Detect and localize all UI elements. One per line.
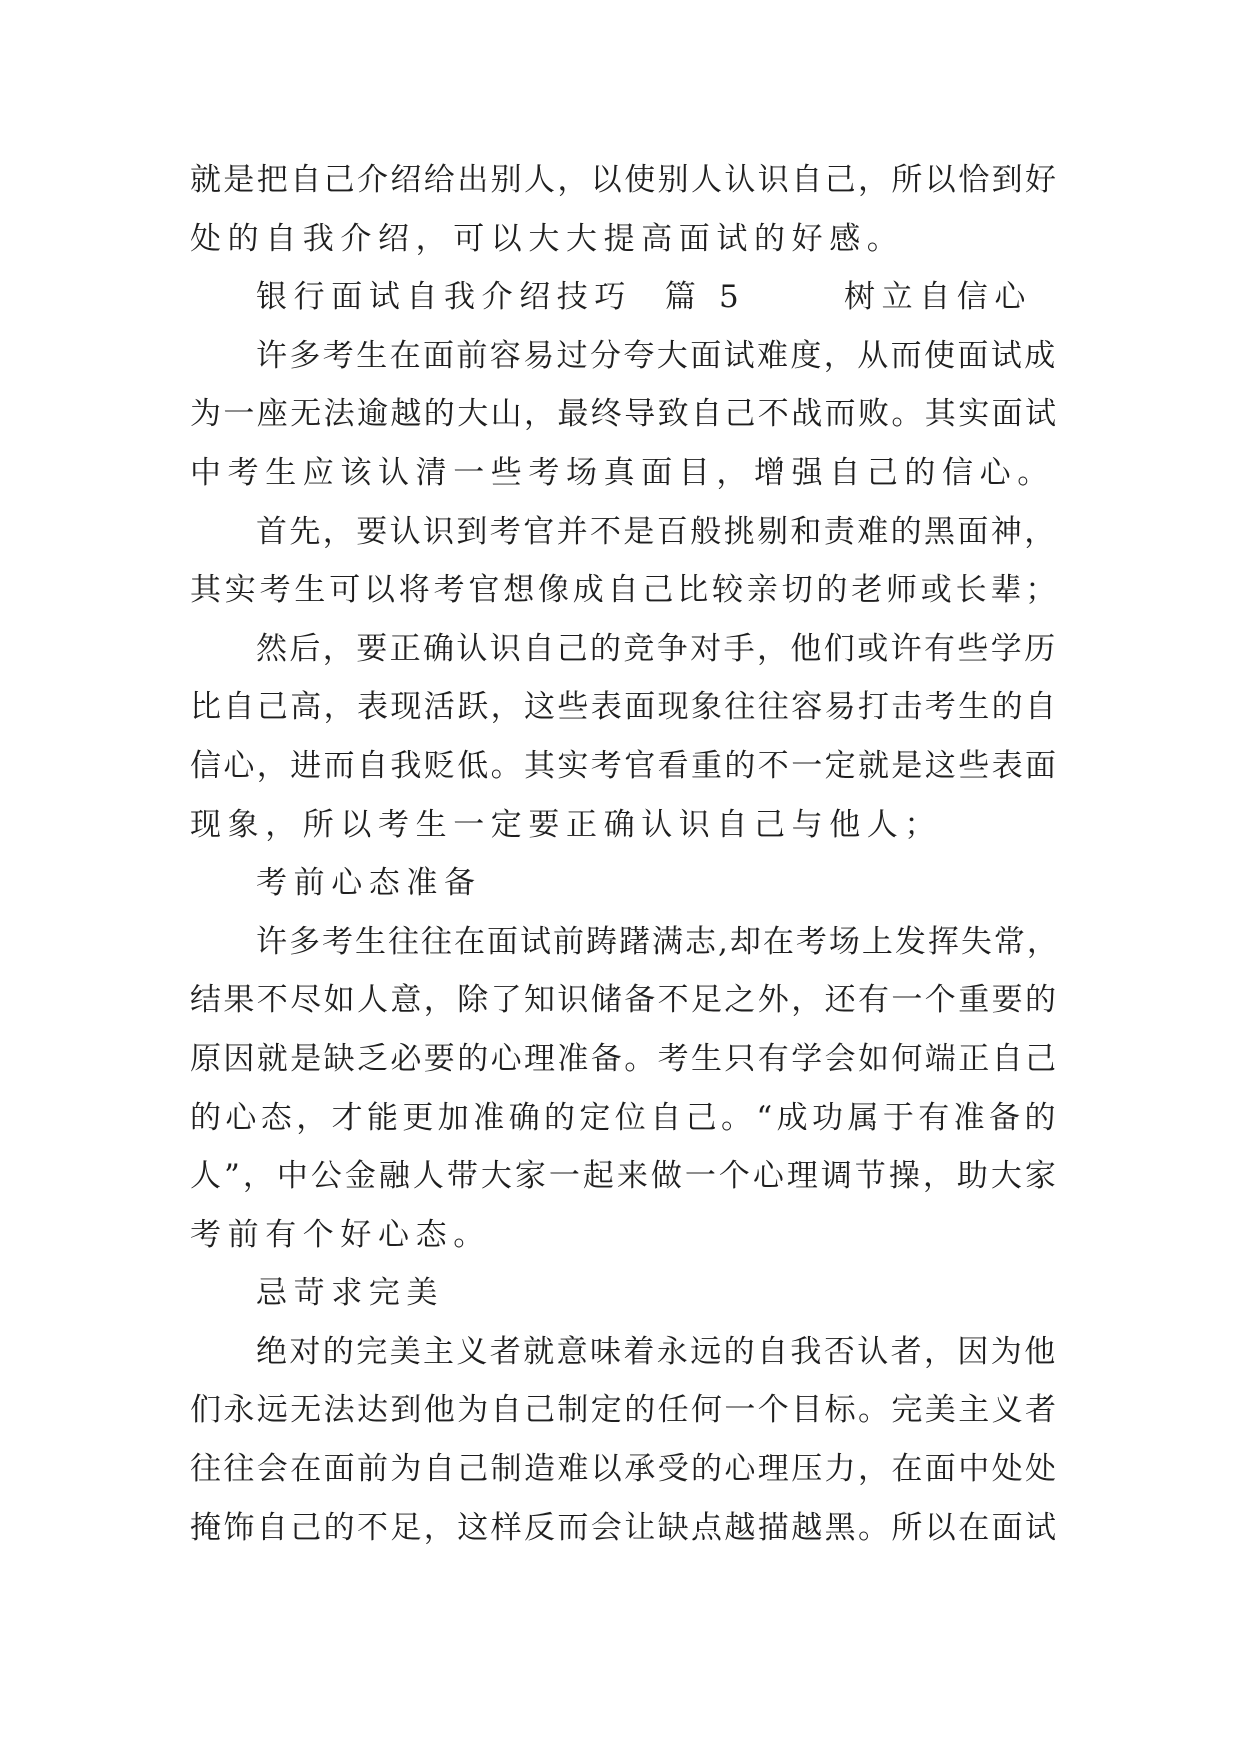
text-line: 的心态，才能更加准确的定位自己。“成功属于有准备的 (190, 1099, 1060, 1136)
text-line: 为一座无法逾越的大山，最终导致自己不战而败。其实面试 (190, 396, 1059, 433)
text-line: 现象，所以考生一定要正确认识自己与他人； (190, 806, 942, 843)
text-line: 绝对的完美主义者就意味着永远的自我否认者，因为他 (256, 1333, 1058, 1370)
text-line: 就是把自己介绍给出别人，以使别人认识自己，所以恰到好 (190, 162, 1059, 198)
text-line: 处的自我介绍，可以大大提高面试的好感。 (190, 220, 905, 257)
text-line: 其实考生可以将考官想像成自己比较亲切的老师或长辈； (190, 572, 1060, 609)
text-line: 考前有个好心态。 (190, 1216, 491, 1253)
text-line: 中考生应该认清一些考场真面目，增强自己的信心。 (190, 454, 1055, 491)
text-line: 信心，进而自我贬低。其实考官看重的不一定就是这些表面 (190, 747, 1059, 784)
text-line: 原因就是缺乏必要的心理准备。考生只有学会如何端正自己 (190, 1040, 1059, 1077)
text-line: 掩饰自己的不足，这样反而会让缺点越描越黑。所以在面试 (190, 1509, 1059, 1546)
text-line: 人”，中公金融人带大家一起来做一个心理调节操，助大家 (190, 1158, 1059, 1195)
section-heading: 银行面试自我介绍技巧 篇 5 树立自信心 (256, 279, 1033, 316)
text-line: 往往会在面前为自己制造难以承受的心理压力，在面中处处 (190, 1451, 1059, 1488)
text-line: 然后，要正确认识自己的竞争对手，他们或许有些学历 (256, 630, 1058, 667)
section-heading: 考前心态准备 (256, 865, 482, 902)
text-line: 们永远无法达到他为自己制定的任何一个目标。完美主义者 (190, 1392, 1059, 1429)
text-line: 比自己高，表现活跃，这些表面现象往往容易打击考生的自 (190, 689, 1059, 726)
text-line: 许多考生在面前容易过分夸大面试难度，从而使面试成 (256, 337, 1058, 374)
text-line: 结果不尽如人意，除了知识储备不足之外，还有一个重要的 (190, 982, 1059, 1019)
section-heading: 忌苛求完美 (256, 1275, 444, 1312)
text-line: 许多考生往往在面试前踌躇满志,却在考场上发挥失常， (256, 923, 1060, 960)
document-body (190, 151, 1060, 1557)
text-line: 首先，要认识到考官并不是百般挑剔和责难的黑面神， (256, 513, 1058, 550)
